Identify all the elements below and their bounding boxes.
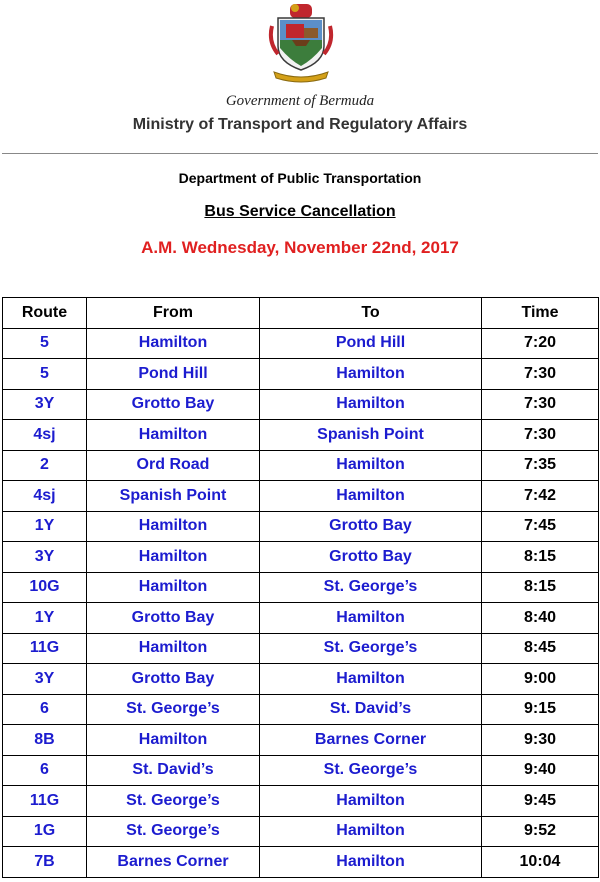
cell-to: Grotto Bay bbox=[260, 542, 482, 573]
cell-from: Hamilton bbox=[87, 420, 260, 451]
bermuda-coat-of-arms-icon bbox=[266, 2, 336, 84]
header-divider bbox=[2, 153, 598, 154]
cell-time: 7:35 bbox=[482, 450, 599, 481]
cell-from: Grotto Bay bbox=[87, 603, 260, 634]
cell-from: Hamilton bbox=[87, 633, 260, 664]
cell-route: 6 bbox=[3, 694, 87, 725]
cell-time: 9:30 bbox=[482, 725, 599, 756]
table-row bbox=[3, 816, 599, 847]
cell-to: St. David’s bbox=[260, 694, 482, 725]
cell-from: St. George’s bbox=[87, 816, 260, 847]
header-time: Time bbox=[482, 298, 599, 329]
cell-route: 3Y bbox=[3, 389, 87, 420]
table-row bbox=[3, 694, 599, 725]
cell-to: Hamilton bbox=[260, 664, 482, 695]
cell-time: 8:15 bbox=[482, 542, 599, 573]
cell-to: Hamilton bbox=[260, 359, 482, 390]
cell-time: 7:30 bbox=[482, 420, 599, 451]
page-title-text: Bus Service Cancellation bbox=[204, 203, 396, 220]
cancellation-table bbox=[2, 297, 599, 878]
cell-from: St. George’s bbox=[87, 786, 260, 817]
cell-time: 8:45 bbox=[482, 633, 599, 664]
cell-route: 11G bbox=[3, 786, 87, 817]
table-row bbox=[3, 420, 599, 451]
cell-to: Hamilton bbox=[260, 786, 482, 817]
cell-to: St. George’s bbox=[260, 755, 482, 786]
header-from: From bbox=[87, 298, 260, 329]
cell-from: St. David’s bbox=[87, 755, 260, 786]
cell-time: 7:30 bbox=[482, 389, 599, 420]
cell-to: Grotto Bay bbox=[260, 511, 482, 542]
cell-from: Hamilton bbox=[87, 328, 260, 359]
cell-to: Spanish Point bbox=[260, 420, 482, 451]
government-label: Government of Bermuda bbox=[225, 93, 375, 109]
table-row bbox=[3, 664, 599, 695]
table-row bbox=[3, 786, 599, 817]
cell-time: 7:30 bbox=[482, 359, 599, 390]
cell-from: Barnes Corner bbox=[87, 847, 260, 878]
cell-route: 6 bbox=[3, 755, 87, 786]
cell-time: 9:52 bbox=[482, 816, 599, 847]
cell-route: 3Y bbox=[3, 664, 87, 695]
table-row bbox=[3, 725, 599, 756]
cell-route: 1G bbox=[3, 816, 87, 847]
cell-route: 4sj bbox=[3, 481, 87, 512]
table-row bbox=[3, 603, 599, 634]
cell-route: 1Y bbox=[3, 511, 87, 542]
cell-route: 11G bbox=[3, 633, 87, 664]
cell-to: Hamilton bbox=[260, 816, 482, 847]
cell-route: 10G bbox=[3, 572, 87, 603]
page-title bbox=[0, 203, 600, 221]
cell-from: Hamilton bbox=[87, 572, 260, 603]
cell-route: 7B bbox=[3, 847, 87, 878]
cell-from: Hamilton bbox=[87, 542, 260, 573]
cell-time: 7:45 bbox=[482, 511, 599, 542]
cell-from: Ord Road bbox=[87, 450, 260, 481]
cell-to: Hamilton bbox=[260, 481, 482, 512]
ministry-title: Ministry of Transport and Regulatory Affairs bbox=[132, 116, 468, 133]
department-title: Department of Public Transportation bbox=[178, 170, 422, 186]
header-route: Route bbox=[3, 298, 87, 329]
cell-route: 3Y bbox=[3, 542, 87, 573]
table-row bbox=[3, 847, 599, 878]
table-row bbox=[3, 511, 599, 542]
cell-to: Hamilton bbox=[260, 847, 482, 878]
cell-time: 7:20 bbox=[482, 328, 599, 359]
cell-time: 8:15 bbox=[482, 572, 599, 603]
header-to: To bbox=[260, 298, 482, 329]
cell-route: 2 bbox=[3, 450, 87, 481]
table-header-row bbox=[3, 298, 599, 329]
cell-to: Hamilton bbox=[260, 450, 482, 481]
cell-from: Hamilton bbox=[87, 511, 260, 542]
cell-to: St. George’s bbox=[260, 633, 482, 664]
cell-route: 4sj bbox=[3, 420, 87, 451]
cell-time: 7:42 bbox=[482, 481, 599, 512]
cell-time: 8:40 bbox=[482, 603, 599, 634]
table-row bbox=[3, 389, 599, 420]
cell-route: 5 bbox=[3, 328, 87, 359]
cell-route: 1Y bbox=[3, 603, 87, 634]
cell-from: Pond Hill bbox=[87, 359, 260, 390]
table-row bbox=[3, 450, 599, 481]
table-row bbox=[3, 481, 599, 512]
cell-from: Grotto Bay bbox=[87, 664, 260, 695]
cell-to: Hamilton bbox=[260, 389, 482, 420]
table-row bbox=[3, 755, 599, 786]
cell-to: Hamilton bbox=[260, 603, 482, 634]
cell-time: 10:04 bbox=[482, 847, 599, 878]
service-date: A.M. Wednesday, November 22nd, 2017 bbox=[141, 238, 459, 257]
table-row bbox=[3, 359, 599, 390]
cell-route: 8B bbox=[3, 725, 87, 756]
cell-time: 9:40 bbox=[482, 755, 599, 786]
table-row bbox=[3, 328, 599, 359]
table-row bbox=[3, 572, 599, 603]
cell-to: Pond Hill bbox=[260, 328, 482, 359]
cell-time: 9:15 bbox=[482, 694, 599, 725]
table-row bbox=[3, 633, 599, 664]
cell-from: Grotto Bay bbox=[87, 389, 260, 420]
cell-from: Spanish Point bbox=[87, 481, 260, 512]
cell-time: 9:45 bbox=[482, 786, 599, 817]
cell-from: St. George’s bbox=[87, 694, 260, 725]
cell-to: St. George’s bbox=[260, 572, 482, 603]
cell-route: 5 bbox=[3, 359, 87, 390]
cell-to: Barnes Corner bbox=[260, 725, 482, 756]
cell-from: Hamilton bbox=[87, 725, 260, 756]
cell-time: 9:00 bbox=[482, 664, 599, 695]
table-row bbox=[3, 542, 599, 573]
